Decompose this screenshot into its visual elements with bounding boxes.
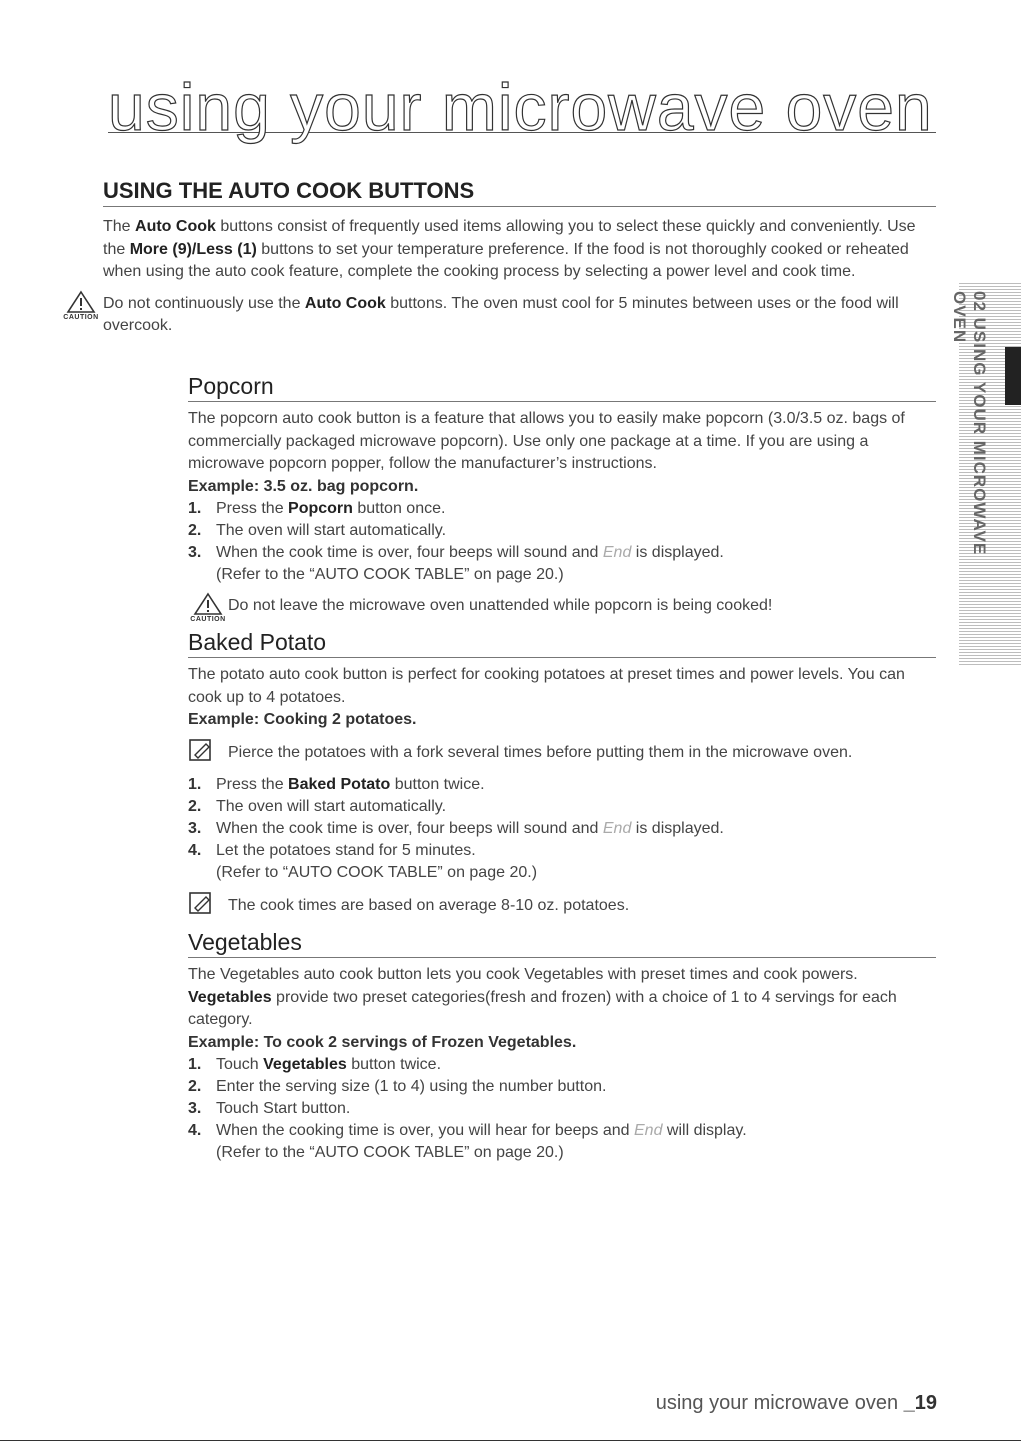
popcorn-section [188,372,936,623]
potato-steps [188,774,936,884]
step-item [188,1120,936,1164]
chapter-title: using your microwave oven [108,72,936,133]
step-number: 2. [188,1077,202,1095]
caution-icon [59,290,103,321]
caution-icon [188,592,228,623]
potato-note-1-text: Pierce the potatoes with a fork several times before putting them in the microwave oven. [228,743,853,761]
intro-block [63,216,923,338]
potato-note-1 [188,737,936,768]
step-text: Press the Baked Potato button twice. [216,776,485,793]
step-text: Touch Vegetables button twice. [216,1055,442,1073]
step-item [188,818,936,840]
step-text: The oven will start automatically. [216,521,447,539]
caution-text: Do not continuously use the Auto Cook buttons. The oven must cool for 5 minutes between uses or the food will overcook. [103,294,899,334]
step-item [188,498,936,520]
note-icon [188,890,228,921]
step-number: 3. [188,1099,202,1117]
side-chapter-tab [950,283,1021,665]
bottom-rule [0,1440,1021,1441]
footer-text: using your microwave oven [655,1392,904,1414]
step-item [188,1054,936,1076]
step-number: 4. [188,1121,202,1139]
popcorn-desc: The popcorn auto cook button is a feature that allows you to easily make popcorn (3.0/3.5 oz. bags of commercially packaged microwave popcorn). Use only one package at a time. If you are using a microwave popcorn popper, follow the manufacturer’s instructions. [188,410,905,472]
step-item [188,774,936,796]
page-footer [656,1392,937,1415]
vegetables-title: Vegetables [188,928,936,958]
caution-block [63,290,923,338]
potato-section [188,628,936,927]
vegetables-desc: The Vegetables auto cook button lets you cook Vegetables with preset times and cook powers. Vegetables provide two preset categories(fresh and frozen) with a choice of 1 to 4 servings for each category. [188,966,897,1028]
intro-text: The Auto Cook buttons consist of frequently used items allowing you to select these quickly and conveniently. Use the More (9)/Less (1) buttons to set your temperature preference. If the food is not thoroughly cooked or reheated when using the auto cook feature, complete the cooking process by selecting a power level and cook time. [103,218,916,280]
step-item [188,542,936,586]
popcorn-example: Example: 3.5 oz. bag popcorn. [188,477,419,495]
page-number: _19 [903,1392,937,1414]
step-number: 3. [188,543,202,561]
step-text: When the cook time is over, four beeps will sound and End is displayed. [216,820,724,837]
step-item [188,796,936,818]
potato-desc: The potato auto cook button is perfect for cooking potatoes at preset times and power levels. You can cook up to 4 potatoes. [188,666,905,706]
vegetables-steps [188,1054,936,1164]
step-number: 1. [188,1055,202,1073]
vegetables-example: Example: To cook 2 servings of Frozen Vegetables. [188,1033,577,1051]
step-text: Press the Popcorn button once. [216,499,446,517]
step-text: Enter the serving size (1 to 4) using the number button. [216,1077,607,1095]
step-text: When the cooking time is over, you will hear for beeps and End will display. (Refer to the “AUTO COOK TABLE” on page 20.) [216,1121,747,1161]
step-text: Let the potatoes stand for 5 minutes. (Refer to “AUTO COOK TABLE” on page 20.) [216,842,538,881]
caution-label: CAUTION [190,615,226,623]
step-item [188,1098,936,1120]
step-number: 2. [188,798,202,815]
popcorn-caution-text: Do not leave the microwave oven unattended while popcorn is being cooked! [228,596,773,614]
step-number: 3. [188,820,202,837]
step-number: 2. [188,521,202,539]
popcorn-title: Popcorn [188,372,936,402]
step-text: When the cook time is over, four beeps will sound and End is displayed. (Refer to the “AUTO COOK TABLE” on page 20.) [216,543,724,583]
popcorn-caution [188,592,936,623]
caution-label: CAUTION [63,313,99,321]
step-item [188,1076,936,1098]
potato-example: Example: Cooking 2 potatoes. [188,711,417,728]
potato-title: Baked Potato [188,628,936,658]
note-icon [188,737,228,768]
section-title: USING THE AUTO COOK BUTTONS [103,178,936,207]
step-item [188,840,936,884]
potato-note-2-text: The cook times are based on average 8-10 oz. potatoes. [228,896,630,914]
step-text: The oven will start automatically. [216,798,447,815]
potato-note-2 [188,890,936,921]
step-text: Touch Start button. [216,1099,351,1117]
step-number: 4. [188,842,202,859]
side-tab-label: 02 USING YOUR MICROWAVE OVEN [950,291,989,556]
chapter-marker [1005,347,1021,405]
popcorn-steps [188,498,936,586]
step-number: 1. [188,499,202,517]
step-number: 1. [188,776,202,793]
step-item [188,520,936,542]
vegetables-section [188,928,936,1164]
